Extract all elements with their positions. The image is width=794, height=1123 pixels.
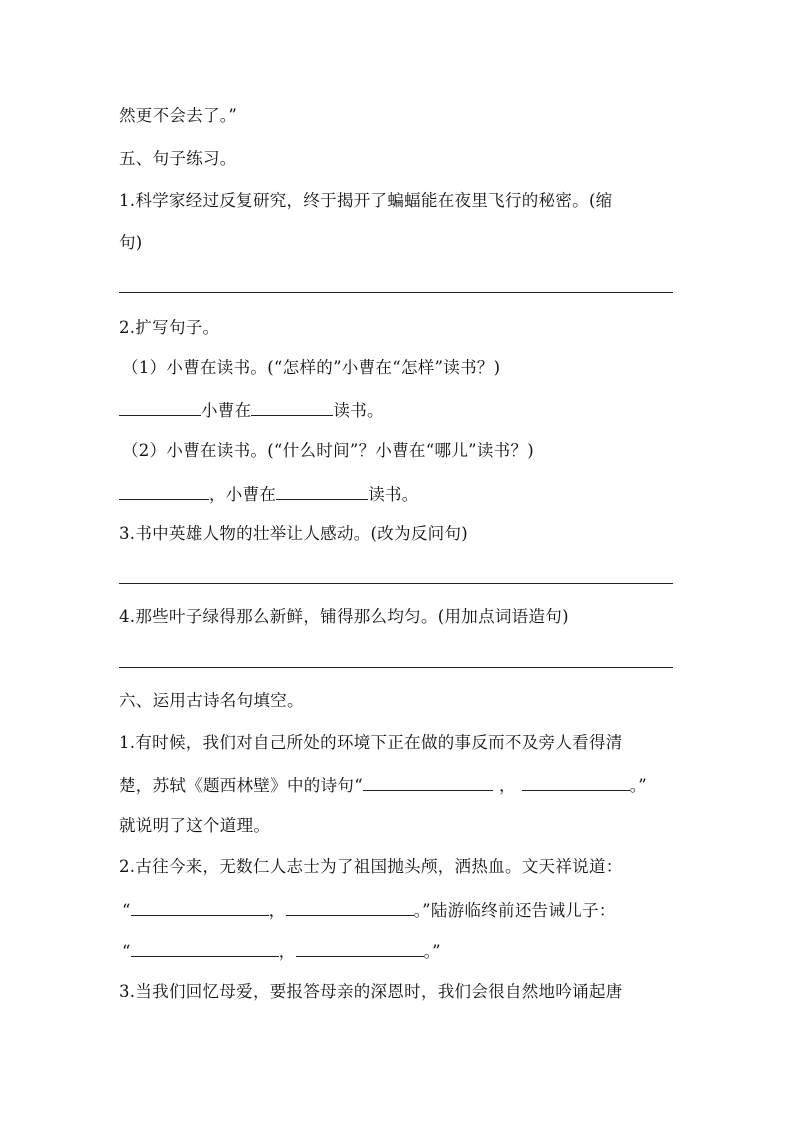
poem-question-1-text-cont: 就说明了这个道理。 bbox=[119, 816, 271, 835]
fill-text: 读书。 bbox=[333, 401, 384, 420]
poem-question-1-fill bbox=[119, 773, 647, 797]
poem-question-1-text: 1.有时候，我们对自己所处的环境下正在做的事反而不及旁人看得清 bbox=[119, 733, 623, 752]
answer-blank[interactable] bbox=[119, 398, 201, 416]
fill-text: ， bbox=[268, 901, 286, 920]
answer-line[interactable] bbox=[119, 583, 673, 584]
answer-blank[interactable] bbox=[286, 898, 414, 916]
answer-line[interactable] bbox=[119, 292, 673, 293]
fill-text: ， bbox=[278, 942, 296, 961]
answer-blank[interactable] bbox=[251, 398, 333, 416]
answer-blank[interactable] bbox=[296, 939, 424, 957]
question-2-text: 2.扩写句子。 bbox=[119, 318, 220, 337]
question-1-text-cont: 句) bbox=[119, 233, 143, 252]
poem-question-2-fill-1 bbox=[122, 898, 616, 922]
fill-text: “ bbox=[122, 942, 131, 961]
poem-question-2-text: 2.古往今来，无数仁人志士为了祖国抛头颅，洒热血。文天祥说道： bbox=[119, 857, 623, 876]
fill-text: ， bbox=[498, 776, 516, 795]
answer-blank[interactable] bbox=[131, 898, 269, 916]
answer-blank[interactable] bbox=[522, 773, 630, 791]
question-1-text: 1.科学家经过反复研究，终于揭开了蝙蝠能在夜里飞行的秘密。(缩 bbox=[119, 191, 613, 210]
fill-text: 读书。 bbox=[368, 485, 419, 504]
answer-blank[interactable] bbox=[131, 939, 279, 957]
fill-text: 楚，苏轼《题西林壁》中的诗句“ bbox=[119, 776, 363, 795]
fill-text: 。”陆游临终前还告诫儿子： bbox=[413, 901, 616, 920]
answer-blank[interactable] bbox=[119, 482, 209, 500]
fill-text: 。” bbox=[629, 776, 648, 795]
fill-text: 。” bbox=[423, 942, 441, 961]
question-2-2-text: （2）小曹在读书。(“什么时间”？小曹在“哪儿”读书？) bbox=[122, 441, 535, 460]
answer-blank[interactable] bbox=[276, 482, 368, 500]
text-line: 然更不会去了。” bbox=[119, 106, 238, 125]
fill-text: “ bbox=[122, 901, 131, 920]
section-heading-six: 六、运用古诗名句填空。 bbox=[119, 691, 304, 710]
fill-text: ，小曹在 bbox=[209, 485, 277, 504]
question-2-1-text: （1）小曹在读书。(“怎样的”小曹在“怎样”读书？) bbox=[122, 358, 501, 377]
poem-question-3-text: 3.当我们回忆母爱，要报答母亲的深恩时，我们会很自然地吟诵起唐 bbox=[119, 982, 623, 1001]
question-2-1-answer bbox=[119, 398, 384, 422]
poem-question-2-fill-2 bbox=[122, 939, 441, 963]
question-4-text: 4.那些叶子绿得那么新鲜，铺得那么均匀。(用加点词语造句) bbox=[119, 607, 569, 626]
section-heading-five: 五、句子练习。 bbox=[119, 149, 237, 168]
answer-blank[interactable] bbox=[363, 773, 493, 791]
answer-line[interactable] bbox=[119, 667, 673, 668]
question-3-text: 3.书中英雄人物的壮举让人感动。(改为反问句) bbox=[119, 524, 469, 543]
question-2-2-answer bbox=[119, 482, 419, 506]
fill-text: 小曹在 bbox=[201, 401, 252, 420]
